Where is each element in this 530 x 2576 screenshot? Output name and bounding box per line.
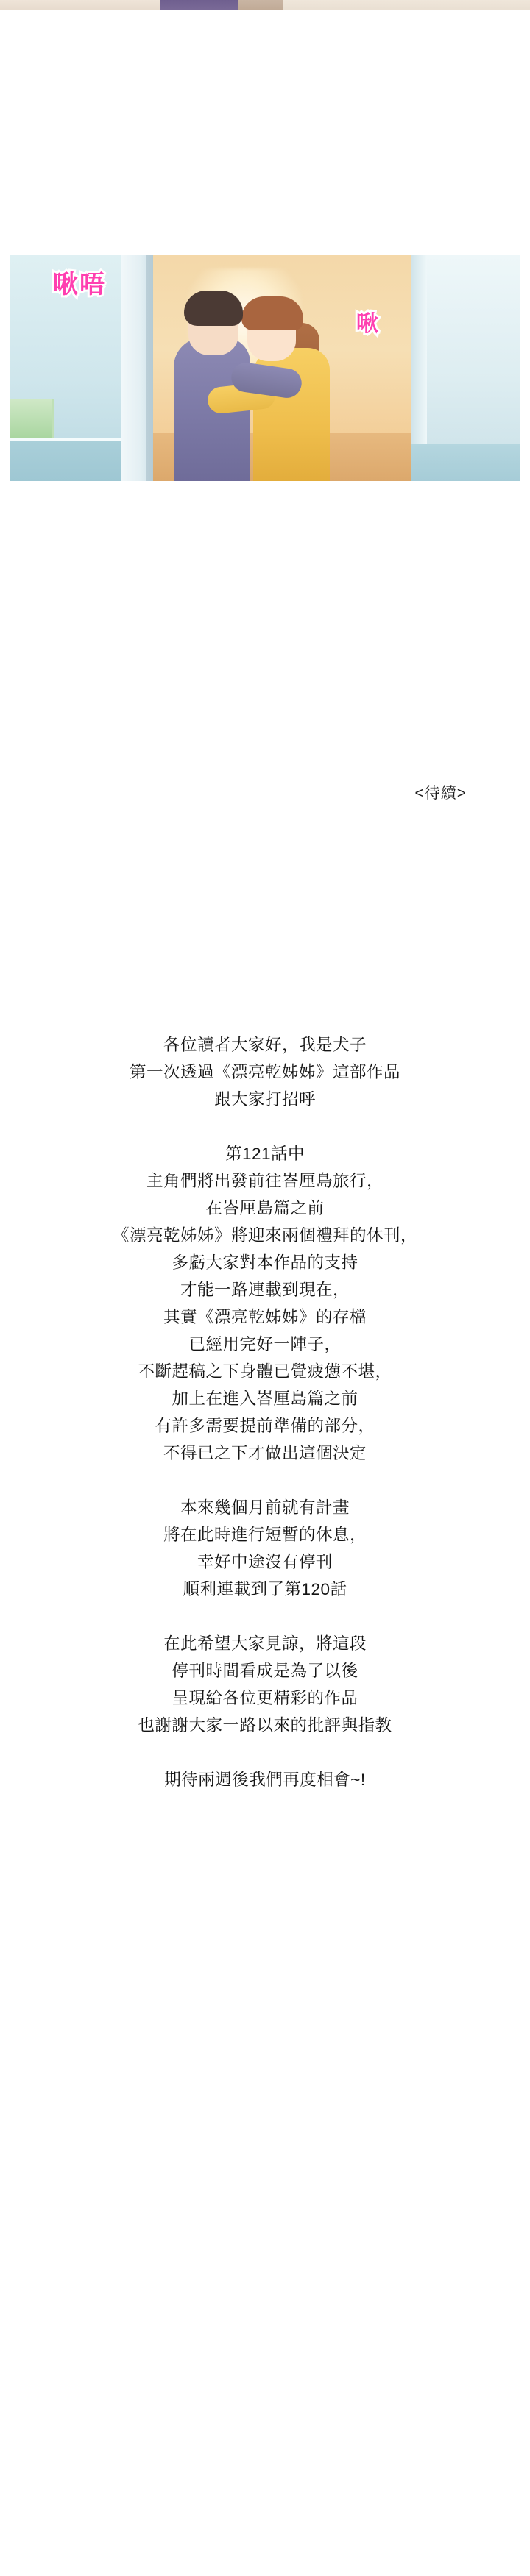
author-note-spacer	[0, 1739, 530, 1766]
author-note-line: 不得已之下才做出這個決定	[163, 1444, 367, 1462]
author-note-line: 停刊時間看成是為了以後	[172, 1662, 358, 1680]
right-wall-baseboard	[411, 444, 520, 481]
author-note-line: 其實《漂亮乾姊姊》的存檔	[163, 1308, 367, 1326]
author-note-line: 呈現給各位更精彩的作品	[172, 1689, 358, 1707]
author-note-line: 《漂亮乾姊姊》將迎來兩個禮拜的休刊，	[112, 1226, 417, 1245]
author-note-line: 也謝謝大家一路以來的批評與指教	[138, 1716, 392, 1734]
strip-segment-wall	[0, 0, 160, 10]
author-note-line: 加上在進入峇厘島篇之前	[172, 1390, 358, 1408]
author-note-spacer	[0, 1603, 530, 1630]
author-note-line: 將在此時進行短暫的休息，	[163, 1526, 367, 1544]
author-note-line: 第一次透過《漂亮乾姊姊》這部作品	[129, 1063, 400, 1081]
author-note-line: 才能一路連載到現在，	[180, 1281, 350, 1299]
female-character-hair	[241, 296, 303, 330]
author-note-line: 在此希望大家見諒，將這段	[163, 1634, 367, 1653]
author-note-line: 各位讀者大家好，我是犬子	[163, 1036, 367, 1054]
author-note-spacer	[0, 1467, 530, 1494]
strip-segment-door	[239, 0, 283, 10]
door-frame	[121, 255, 153, 481]
author-note-line: 多虧大家對本作品的支持	[172, 1253, 358, 1272]
sound-effect-right: 啾	[356, 312, 380, 336]
author-note-line: 第121話中	[225, 1145, 305, 1163]
author-note-line: 順利連載到了第120話	[183, 1580, 347, 1598]
green-cabinet	[10, 399, 54, 438]
to-be-continued-label: <待續>	[414, 785, 467, 802]
previous-panel-strip	[0, 0, 530, 10]
author-note-spacer	[0, 1113, 530, 1140]
author-note-line: 跟大家打招呼	[213, 1090, 316, 1109]
author-note-line: 期待兩週後我們再度相會~!	[164, 1771, 366, 1789]
author-note-line: 主角們將出發前往峇厘島旅行，	[146, 1172, 384, 1190]
sound-effect-left: 啾唔	[53, 271, 106, 299]
author-note-line: 本來幾個月前就有計畫	[180, 1498, 350, 1517]
panel-right-wall	[411, 255, 520, 481]
strip-segment-figure	[160, 0, 239, 10]
strip-segment-room	[283, 0, 530, 10]
author-note-line: 有許多需要提前準備的部分，	[155, 1417, 375, 1435]
author-note-line: 在峇厘島篇之前	[205, 1199, 325, 1217]
male-character-hair	[184, 291, 243, 326]
comic-panel-kiss-scene	[10, 255, 520, 481]
author-note	[0, 1031, 530, 1793]
author-note-line: 幸好中途沒有停刊	[197, 1553, 333, 1571]
author-note-line: 不斷趕稿之下身體已覺疲憊不堪，	[138, 1362, 392, 1381]
wall-baseboard	[10, 441, 137, 481]
door-frame-shadow	[146, 255, 153, 481]
author-note-line: 已經用完好一陣子，	[188, 1335, 342, 1353]
